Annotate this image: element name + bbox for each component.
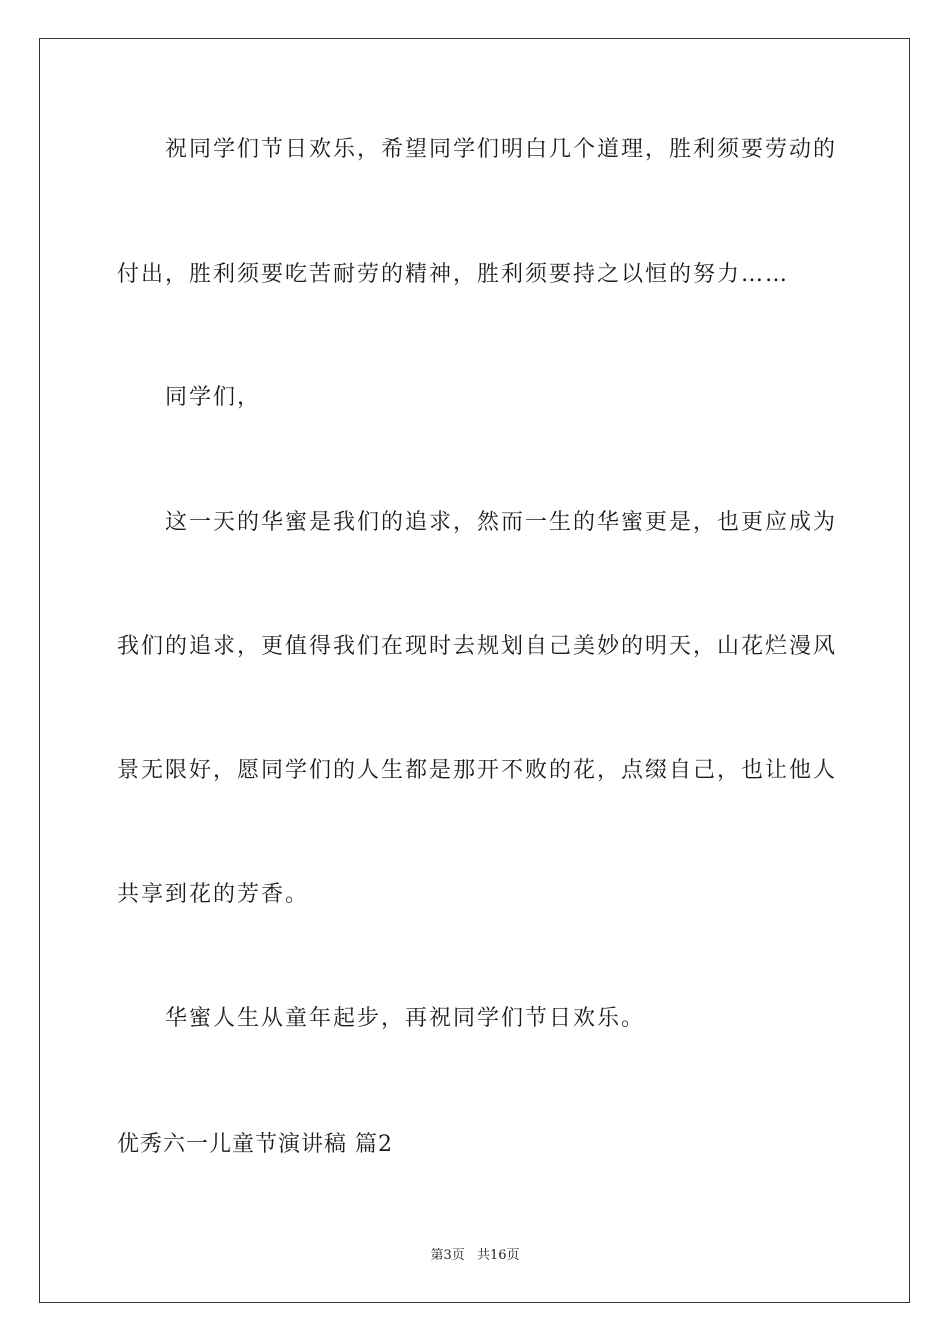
paragraph-line-2: 付出，胜利须要吃苦耐劳的精神，胜利须要持之以恒的努力…… <box>117 262 790 287</box>
paragraph-line-5: 景无限好，愿同学们的人生都是那开不败的花，点缀自己，也让他人 <box>117 758 838 783</box>
page-total: 共16页 <box>476 1248 520 1263</box>
paragraph-line-7: 华蜜人生从童年起步，再祝同学们节日欢乐。 <box>165 1006 646 1031</box>
page-border <box>39 38 910 1303</box>
section-heading: 优秀六一儿童节演讲稿 篇2 <box>117 1132 393 1157</box>
paragraph-line-6: 共享到花的芳香。 <box>117 882 310 907</box>
page-number: 第3页 <box>430 1248 465 1263</box>
paragraph-line-3: 这一天的华蜜是我们的追求，然而一生的华蜜更是，也更应成为 <box>165 510 838 535</box>
paragraph-line-1: 祝同学们节日欢乐，希望同学们明白几个道理，胜利须要劳动的 <box>165 137 838 162</box>
page-footer <box>0 1248 950 1264</box>
paragraph-line-4: 我们的追求，更值得我们在现时去规划自己美妙的明天，山花烂漫风 <box>117 634 838 659</box>
greeting-line: 同学们， <box>165 385 262 410</box>
